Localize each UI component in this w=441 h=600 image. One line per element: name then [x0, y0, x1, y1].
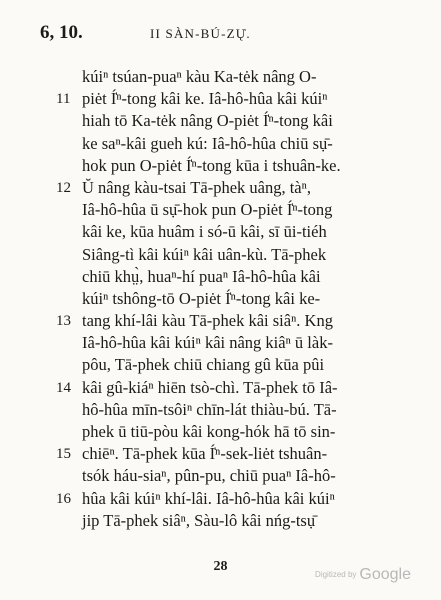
verse-number: 13 [56, 313, 71, 330]
verse-number: 14 [56, 379, 71, 396]
line-text: phek ū tiū-pòu kâi kong-hók hā tō sin- [82, 422, 336, 441]
line-text: Ŭ nâng kàu-tsai Tā-phek uâng, tàⁿ, [82, 177, 311, 197]
line-text: kâi gû-kiáⁿ hiēn tsò-chì. Tā-phek tō Iâ- [82, 377, 338, 397]
line-text: Siâng-tì kâi kúiⁿ kâi uân-kù. Tā-phek [82, 244, 327, 264]
line-text: kúiⁿ tsúan-puaⁿ kàu Ka-tėk nâng O- [82, 67, 317, 86]
verse-number: 15 [56, 446, 71, 463]
line-text: hiah tō Ka-tėk nâng O-piėt Í̍ⁿ-tong kâi [82, 111, 333, 131]
watermark-prefix: Digitized by [315, 570, 357, 579]
line-text: kúiⁿ tshông-tō O-piėt Í̍ⁿ-tong kâi ke- [82, 288, 321, 308]
line-text: hûa kâi kúiⁿ khí-lâi. Iâ-hô-hûa kâi kúiⁿ [82, 488, 335, 508]
text-line [0, 200, 441, 222]
text-line [0, 178, 441, 200]
text-line [0, 222, 441, 244]
text-line [0, 156, 441, 178]
text-line [0, 511, 441, 533]
line-text: piėt Í̍ⁿ-tong kâi ke. Iâ-hô-hûa kâi kúiⁿ [82, 89, 328, 109]
line-text: tsók háu-siaⁿ, pûn-pu, chiū puaⁿ Iâ-hô- [82, 466, 336, 486]
verse-number: 11 [56, 91, 71, 108]
line-text: ke saⁿ-kâi gueh kú: Iâ-hô-hûa chiū sụ̄- [82, 133, 333, 153]
line-text: jip Tā-phek siâⁿ, Sàu-lô kâi nńg-tsụ̄ [82, 510, 316, 530]
line-text: chiū khṳ̀, huaⁿ-hí puaⁿ Iâ-hô-hûa kâi [82, 266, 321, 286]
digitized-by-watermark [315, 566, 411, 584]
text-line [0, 422, 441, 444]
text-line [0, 111, 441, 133]
text-line [0, 489, 441, 511]
line-text: chiēⁿ. Tā-phek kūa Í̍ⁿ-sek-liėt tshuân- [82, 444, 328, 464]
page-number: 28 [213, 559, 228, 574]
watermark-brand: Google [359, 566, 411, 583]
text-line [0, 267, 441, 289]
line-text: pôu, Tā-phek chiū chiang gû kūa pûi [82, 355, 325, 375]
text-line [0, 67, 441, 89]
text-line [0, 89, 441, 111]
body-text [0, 67, 441, 533]
text-line [0, 289, 441, 311]
text-line [0, 311, 441, 333]
chapter-verse-reference: 6, 10. [40, 22, 83, 43]
running-title: II SÀN-BÚ-ZŲ̍. [150, 26, 251, 41]
line-text: hok pun O-piėt Í̍ⁿ-tong kūa i tshuân-ke. [82, 155, 341, 175]
text-line [0, 333, 441, 355]
line-text: hô-hûa mīn-tsôiⁿ chīn-lát thiàu-bú. Tā- [82, 399, 337, 419]
line-text: kâi ke, kūa huâm i só-ū kâi, sī ūi-tiéh [82, 222, 327, 242]
verse-number: 12 [56, 179, 71, 196]
line-text: Iâ-hô-hûa ū sụ̄-hok pun O-piėt Í̍ⁿ-tong [82, 200, 333, 220]
verse-number: 16 [56, 490, 71, 507]
text-line [0, 400, 441, 422]
text-line [0, 355, 441, 377]
text-line [0, 134, 441, 156]
line-text: Iâ-hô-hûa kâi kúiⁿ kâi nâng kiâⁿ ū làk- [82, 333, 333, 353]
text-line [0, 245, 441, 267]
text-line [0, 378, 441, 400]
text-line [0, 444, 441, 466]
text-line [0, 466, 441, 488]
page-header [0, 22, 441, 48]
line-text: tang khí-lâi kàu Tā-phek kâi siâⁿ. Kng [82, 311, 333, 331]
